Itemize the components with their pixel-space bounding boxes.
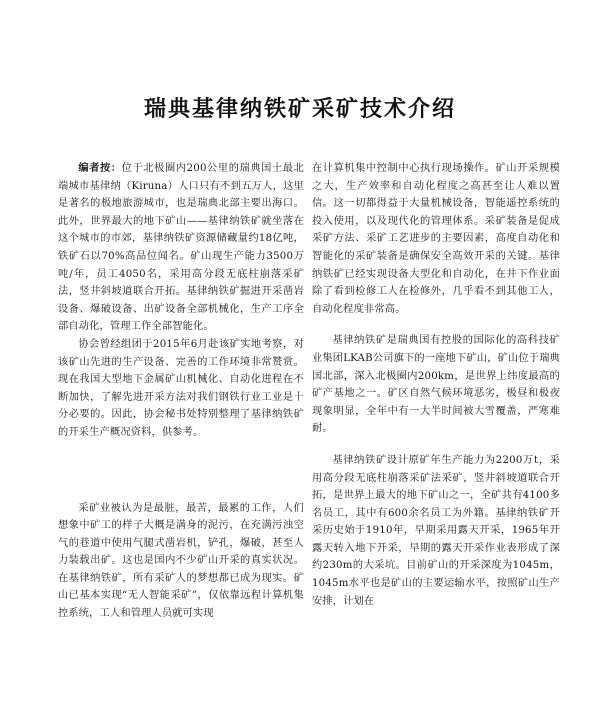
body-paragraph-right-1: 在计算机集中控制中心执行现场操作。矿山开采规模之大，生产效率和自动化程度之高甚至让人难以置信。这一切都得益于大量机械设备，智能遥控系统的投入使用，以及现代化的管理体系。采矿装备是促成采矿方法、采矿工艺进步的主要因素，高度自动化和智能化的采矿装备是确保安全高效开采的关键。基律纳铁矿已经实现设备大型化和自动化，在井下作业面除了看到检修工人在检修外，几乎看不到其他工人，自动化程度非常高。 xyxy=(312,163,560,315)
body-paragraph-left: 采矿业被认为是最脏，最苦，最累的工作，人们想象中矿工的样子大概是满身的泥污，在充满污浊空气的巷道中使用气腿式凿岩机，铲孔，爆破，甚至人力装载出矿。这也是国内不少矿山开采的真实状况。在基律纳铁矿，所有采矿人的梦想都已成为现实。矿山已基本实现“无人智能采矿”，仅依靠远程计算机集控系统，工人和管理人员就可实现 xyxy=(58,502,304,620)
right-column xyxy=(312,160,560,610)
editor-note-paragraph-1 xyxy=(58,160,304,336)
left-column xyxy=(58,160,304,623)
editor-note-text-1: 位于北极圈内200公里的瑞典国土最北端城市基律纳（Kiruna）人口只有不到五万人，这里是著名的极地旅游城市，也是瑞典北部主要出海口。此外，世界最大的地下矿山——基律纳铁矿就坐落在这个城市的市郊，基律纳铁矿资源储藏量约18亿吨，铁矿石以70%高品位闻名。矿山现生产能力3500万吨/年，员工4050名，采用高分段无底柱崩落采矿法，竖井斜坡道联合开拓。基律纳铁矿掘进开采凿岩设备、爆破设备、出矿设备全部机械化，生产工序全部自动化，管理工作全部智能化。 xyxy=(58,163,304,333)
article-title: 瑞典基律纳铁矿采矿技术介绍 xyxy=(143,96,456,122)
editor-note-label: 编者按： xyxy=(78,162,122,174)
body-paragraph-right-2: 基律纳铁矿是瑞典国有控股的国际化的高科技矿业集团LKAB公司旗下的一座地下矿山，矿山位于瑞典国北部，深入北极圈内200km，是世界上纬度最高的矿产基地之一。矿区自然气候环境恶劣，极昼和极夜现象明显，全年中有一大半时间被大雪覆盖，严寒难耐。 xyxy=(312,335,560,435)
body-paragraph-right-3: 基律纳铁矿设计原矿年生产能力为2200万t，采用高分段无底柱崩落采矿法采矿，竖井斜坡道联合开拓，是世界上最大的地下矿山之一，全矿共有4100多名员工，其中有600余名员工为外籍。基律纳铁矿开采历史始于1910年，早期采用露天开采，1965年开露天转入地下开采，早期的露天开采作业表形成了深约230m的大采坑。目前矿山的开采深度为1045m，1045m水平也是矿山的主要运输水平，按照矿山生产安排，计划在 xyxy=(312,454,560,607)
editor-note-paragraph-2: 协会曾经组团于2015年6月赴该矿实地考察，对该矿山先进的生产设备、完善的工作环境非常赞赏。现在我国大型地下金属矿山机械化、自动化进程在不断加快，了解先进开采方法对我们钢铁行业工业是十分必要的。因此，协会秘书处特别整理了基律纳铁矿的开采生产概况资料，供参考。 xyxy=(58,338,304,438)
